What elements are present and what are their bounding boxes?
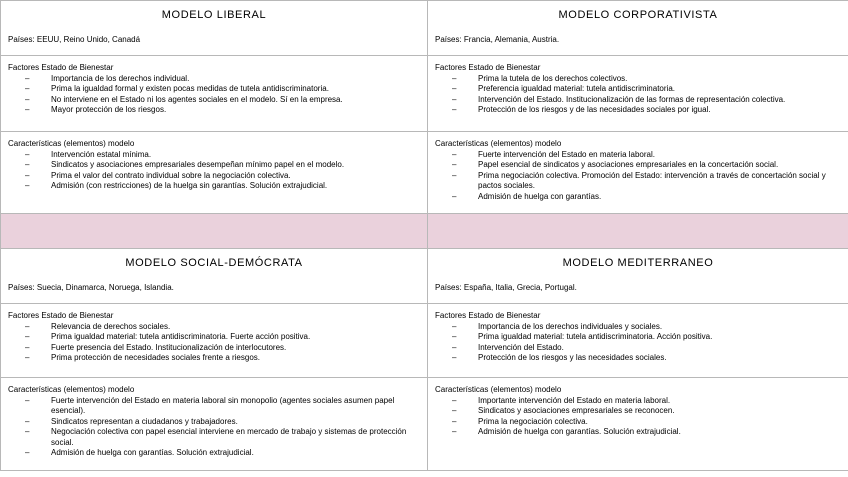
caracteristicas-list	[435, 150, 842, 203]
factores-list	[435, 74, 842, 116]
list-item: – Prima la negociación colectiva.	[435, 417, 842, 428]
section-heading: Factores Estado de Bienestar	[435, 63, 541, 72]
section-heading: Características (elementos) modelo	[8, 139, 135, 148]
list-item: – Prima la igualdad formal y existen pocas medidas de tutela antidiscriminatoria.	[8, 84, 421, 95]
list-item: – No interviene en el Estado ni los agentes sociales en el modelo. Sí en la empresa.	[8, 95, 421, 106]
list-item: – Protección de los riesgos y de las necesidades sociales por igual.	[435, 105, 842, 116]
section-heading: Factores Estado de Bienestar	[8, 311, 114, 320]
row-caracteristicas-top	[1, 132, 848, 214]
model-title: MODELO LIBERAL	[161, 9, 267, 21]
section-heading: Factores Estado de Bienestar	[435, 311, 541, 320]
list-item: – Prima negociación colectiva. Promoción del Estado: intervención a través de concertación social y pactos sociales.	[435, 171, 842, 192]
list-item: – Preferencia igualdad material: tutela antidiscriminatoria.	[435, 84, 842, 95]
caracteristicas-list	[8, 396, 421, 459]
model-title: MODELO CORPORATIVISTA	[558, 9, 718, 21]
list-item: – Admisión de huelga con garantías. Solución extrajudicial.	[435, 427, 842, 438]
separator-band-right	[428, 214, 848, 249]
list-item: – Admisión de huelga con garantías. Solución extrajudicial.	[8, 448, 421, 459]
list-item: – Sindicatos y asociaciones empresariales se reconocen.	[435, 406, 842, 417]
row-separator-band	[1, 214, 848, 249]
row-titles-top	[1, 1, 848, 56]
cell-mediterraneo-factores	[428, 304, 848, 378]
list-item: – Sindicatos y asociaciones empresariales desempeñan mínimo papel en el modelo.	[8, 160, 421, 171]
list-item: – Prima la tutela de los derechos colectivos.	[435, 74, 842, 85]
list-item: – Fuerte presencia del Estado. Institucionalización de interlocutores.	[8, 343, 421, 354]
list-item: – Protección de los riesgos y las necesidades sociales.	[435, 353, 842, 364]
model-title: MODELO SOCIAL-DEMÓCRATA	[125, 257, 303, 269]
section-heading: Características (elementos) modelo	[435, 139, 562, 148]
cell-mediterraneo-caracteristicas	[428, 378, 848, 471]
cell-liberal-title	[1, 1, 428, 56]
list-item: – Intervención del Estado. Institucionalización de las formas de representación colectiva.	[435, 95, 842, 106]
list-item: – Admisión de huelga con garantías.	[435, 192, 842, 203]
cell-corporativista-caracteristicas	[428, 132, 848, 214]
list-item: – Mayor protección de los riesgos.	[8, 105, 421, 116]
factores-list	[8, 322, 421, 364]
countries-text: Países: EEUU, Reino Unido, Canadá	[8, 35, 141, 44]
countries-text: Países: Suecia, Dinamarca, Noruega, Islandia.	[8, 283, 174, 292]
cell-socialdemocrata-title	[1, 249, 428, 304]
row-caracteristicas-bottom	[1, 378, 848, 471]
list-item: – Importante intervención del Estado en materia laboral.	[435, 396, 842, 407]
list-item: – Intervención del Estado.	[435, 343, 842, 354]
cell-corporativista-title	[428, 1, 848, 56]
countries-text: Países: España, Italia, Grecia, Portugal.	[435, 283, 577, 292]
section-heading: Características (elementos) modelo	[8, 385, 135, 394]
row-factores-bottom	[1, 304, 848, 378]
list-item: – Papel esencial de sindicatos y asociaciones empresariales en la concertación social.	[435, 160, 842, 171]
list-item: – Prima protección de necesidades sociales frente a riesgos.	[8, 353, 421, 364]
separator-band-left	[1, 214, 428, 249]
cell-liberal-factores	[1, 56, 428, 132]
list-item: – Fuerte intervención del Estado en materia laboral sin monopolio (agentes sociales asumen papel esencial).	[8, 396, 421, 417]
countries-text: Países: Francia, Alemania, Austria.	[435, 35, 560, 44]
list-item: – Admisión (con restricciones) de la huelga sin garantías. Solución extrajudicial.	[8, 181, 421, 192]
section-heading: Características (elementos) modelo	[435, 385, 562, 394]
cell-corporativista-factores	[428, 56, 848, 132]
list-item: – Prima igualdad material: tutela antidiscriminatoria. Fuerte acción positiva.	[8, 332, 421, 343]
row-factores-top	[1, 56, 848, 132]
section-heading: Factores Estado de Bienestar	[8, 63, 114, 72]
list-item: – Importancia de los derechos individual.	[8, 74, 421, 85]
caracteristicas-list	[435, 396, 842, 438]
list-item: – Prima igualdad material: tutela antidiscriminatoria. Acción positiva.	[435, 332, 842, 343]
cell-socialdemocrata-caracteristicas	[1, 378, 428, 471]
caracteristicas-list	[8, 150, 421, 192]
cell-mediterraneo-title	[428, 249, 848, 304]
list-item: – Prima el valor del contrato individual sobre la negociación colectiva.	[8, 171, 421, 182]
model-title: MODELO MEDITERRANEO	[562, 257, 714, 269]
list-item: – Importancia de los derechos individuales y sociales.	[435, 322, 842, 333]
row-titles-bottom	[1, 249, 848, 304]
list-item: – Sindicatos representan a ciudadanos y trabajadores.	[8, 417, 421, 428]
list-item: – Negociación colectiva con papel esencial interviene en mercado de trabajo y sistemas de protección social.	[8, 427, 421, 448]
cell-socialdemocrata-factores	[1, 304, 428, 378]
cell-liberal-caracteristicas	[1, 132, 428, 214]
list-item: – Relevancia de derechos sociales.	[8, 322, 421, 333]
list-item: – Intervención estatal mínima.	[8, 150, 421, 161]
list-item: – Fuerte intervención del Estado en materia laboral.	[435, 150, 842, 161]
factores-list	[8, 74, 421, 116]
factores-list	[435, 322, 842, 364]
